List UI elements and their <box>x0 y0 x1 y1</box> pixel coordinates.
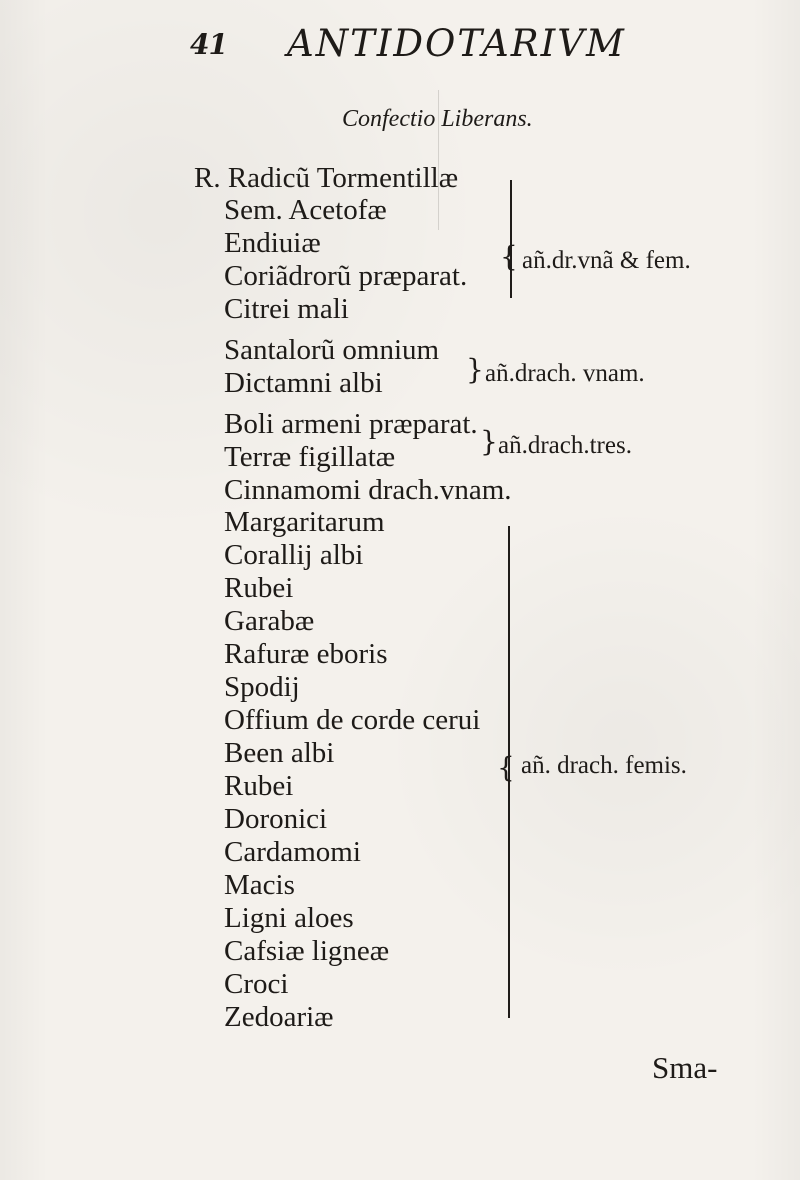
catchword: Sma- <box>652 1050 718 1085</box>
recipe-line: Cardamomi <box>224 836 361 868</box>
recipe-line: Ligni aloes <box>224 902 354 934</box>
recipe-line: Dictamni albi <box>224 367 383 399</box>
recipe-line: Been albi <box>224 737 335 769</box>
recipe-line: Rubei <box>224 572 294 604</box>
recipe-line: Garabæ <box>224 605 315 637</box>
recipe-line: Cinnamomi drach.vnam. <box>224 474 512 506</box>
recipe-line: Rafuræ eboris <box>224 638 388 670</box>
dose-middle-2: añ.drach.tres. <box>498 432 632 459</box>
brace-mid-upper: { <box>500 240 518 273</box>
section-subtitle: Confectio Liberans. <box>342 106 533 132</box>
recipe-line: Doronici <box>224 803 328 835</box>
page-number: 41 <box>190 28 227 61</box>
recipe-line: Margaritarum <box>224 506 385 538</box>
brace-mid-lower: { <box>497 751 515 784</box>
recipe-line: Endiuiæ <box>224 227 321 259</box>
recipe-line: Coriãdrorũ præparat. <box>224 260 468 292</box>
recipe-line: Croci <box>224 968 289 1000</box>
recipe-line: R. Radicũ Tormentillæ <box>194 162 459 194</box>
recipe-line: Corallij albi <box>224 539 364 571</box>
recipe-line: Offium de corde cerui <box>224 704 481 736</box>
recipe-line: Spodij <box>224 671 300 703</box>
recipe-line: Zedoariæ <box>224 1001 334 1033</box>
brace-stem-upper <box>510 180 512 298</box>
recipe-line: Macis <box>224 869 295 901</box>
brace-small-1: } <box>466 353 484 386</box>
recipe-line: Cafsiæ ligneæ <box>224 935 390 967</box>
dose-lower: añ. drach. femis. <box>521 752 687 779</box>
recipe-line: Sem. Acetofæ <box>224 194 387 226</box>
recipe-line: Citrei mali <box>224 293 349 325</box>
recipe-line: Terræ figillatæ <box>224 441 396 473</box>
dose-upper: añ.dr.vnã & fem. <box>522 247 691 274</box>
recipe-line: Santalorũ omnium <box>224 334 440 366</box>
brace-small-2: } <box>480 425 498 458</box>
recipe-line: Boli armeni præparat. <box>224 408 478 440</box>
running-head-title: ANTIDOTARIVM <box>287 22 626 65</box>
dose-middle-1: añ.drach. vnam. <box>485 360 645 387</box>
recipe-line: Rubei <box>224 770 294 802</box>
